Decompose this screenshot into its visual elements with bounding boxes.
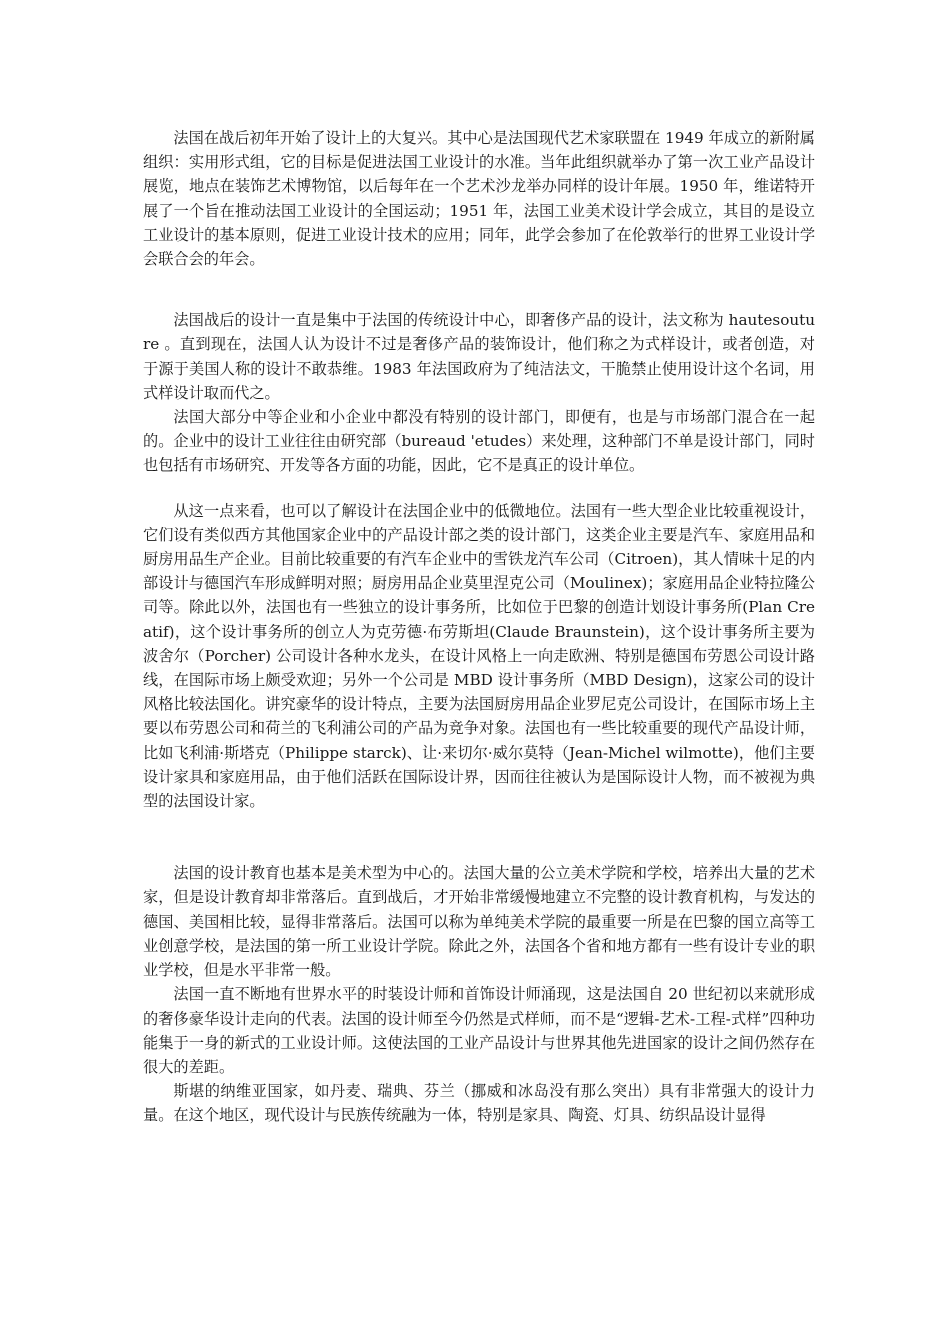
paragraph-spacer [143,271,815,308]
paragraph-design-departments: 法国大部分中等企业和小企业中都没有特别的设计部门，即便有，也是与市场部门混合在一起的。企业中的设计工业往往由研究部（bureaud 'etudes）来处理，这种部门不单是设计部门，同时也包括有市场研究、开发等各方面的功能，因此，它不是真正的设计单位。 [143,408,815,475]
paragraph-spacer [143,478,815,499]
paragraph-postwar-revival: 法国在战后初年开始了设计上的大复兴。其中心是法国现代艺术家联盟在 1949 年成立的新附属组织：实用形式组，它的目标是促进法国工业设计的水准。当年此组织就举办了第一次工业产品设计展览，地点在装饰艺术博物馆，以后每年在一个艺术沙龙举办同样的设计年展。1950 年，维诺特开展了一个旨在推动法国工业设计的全国运动；1951 年，法国工业美术设计学会成立，其目的是设立工业设计的基本原则，促进工业设计技术的应用；同年，此学会参加了在伦敦举行的世界工业设计学会联合会的年会。 [143,129,815,269]
document-page [143,126,815,1128]
paragraph-fashion-designers: 法国一直不断地有世界水平的时装设计师和首饰设计师涌现，这是法国自 20 世纪初以来就形成的奢侈豪华设计走向的代表。法国的设计师至今仍然是式样师，而不是“逻辑-艺术-工程-式样”四种功能集于一身的新式的工业设计师。这使法国的工业产品设计与世界其他先进国家的设计之间仍然存在很大的差距。 [143,985,815,1076]
paragraph-spacer [143,813,815,861]
paragraph-haute-couture: 法国战后的设计一直是集中于法国的传统设计中心，即奢侈产品的设计，法文称为 hautesouture 。直到现在，法国人认为设计不过是奢侈产品的装饰设计，他们称之为式样设计，或者创造，对于源于美国人称的设计不敢恭维。1983 年法国政府为了纯洁法文，干脆禁止使用设计这个名词，用式样设计取而代之。 [143,311,815,402]
paragraph-scandinavia: 斯堪的纳维亚国家，如丹麦、瑞典、芬兰（挪威和冰岛没有那么突出）具有非常强大的设计力量。在这个地区，现代设计与民族传统融为一体，特别是家具、陶瓷、灯具、纺织品设计显得 [143,1082,815,1125]
paragraph-design-education: 法国的设计教育也基本是美术型为中心的。法国大量的公立美术学院和学校，培养出大量的艺术家，但是设计教育却非常落后。直到战后，才开始非常缓慢地建立不完整的设计教育机构，与发达的德国、美国相比较，显得非常落后。法国可以称为单纯美术学院的最重要一所是在巴黎的国立高等工业创意学校，是法国的第一所工业设计学院。除此之外，法国各个省和地方都有一些有设计专业的职业学校，但是水平非常一般。 [143,864,815,980]
paragraph-companies-and-designers: 从这一点来看，也可以了解设计在法国企业中的低微地位。法国有一些大型企业比较重视设计，它们设有类似西方其他国家企业中的产品设计部之类的设计部门，这类企业主要是汽车、家庭用品和厨房用品生产企业。目前比较重要的有汽车企业中的雪铁龙汽车公司（Citroen)，其人情味十足的内部设计与德国汽车形成鲜明对照；厨房用品企业莫里涅克公司（Moulinex)；家庭用品企业特拉隆公司等。除此以外，法国也有一些独立的设计事务所，比如位于巴黎的创造计划设计事务所(Plan Creatif)，这个设计事务所的创立人为克劳德·布劳斯坦(Claude Braunstein)，这个设计事务所主要为波舍尔（Porcher) 公司设计各种水龙头，在设计风格上一向走欧洲、特别是德国布劳恩公司设计路线，在国际市场上颇受欢迎；另外一个公司是 MBD 设计事务所（MBD Design)，这家公司的设计风格比较法国化。讲究豪华的设计特点，主要为法国厨房用品企业罗尼克公司设计，在国际市场上主要以布劳恩公司和荷兰的飞利浦公司的产品为竞争对象。法国也有一些比较重要的现代产品设计师，比如飞利浦·斯塔克（Philippe starck)、让·来切尔·威尔莫特（Jean-Michel wilmotte)，他们主要设计家具和家庭用品，由于他们活跃在国际设计界，因而往往被认为是国际设计人物，而不被视为典型的法国设计家。 [143,501,815,811]
